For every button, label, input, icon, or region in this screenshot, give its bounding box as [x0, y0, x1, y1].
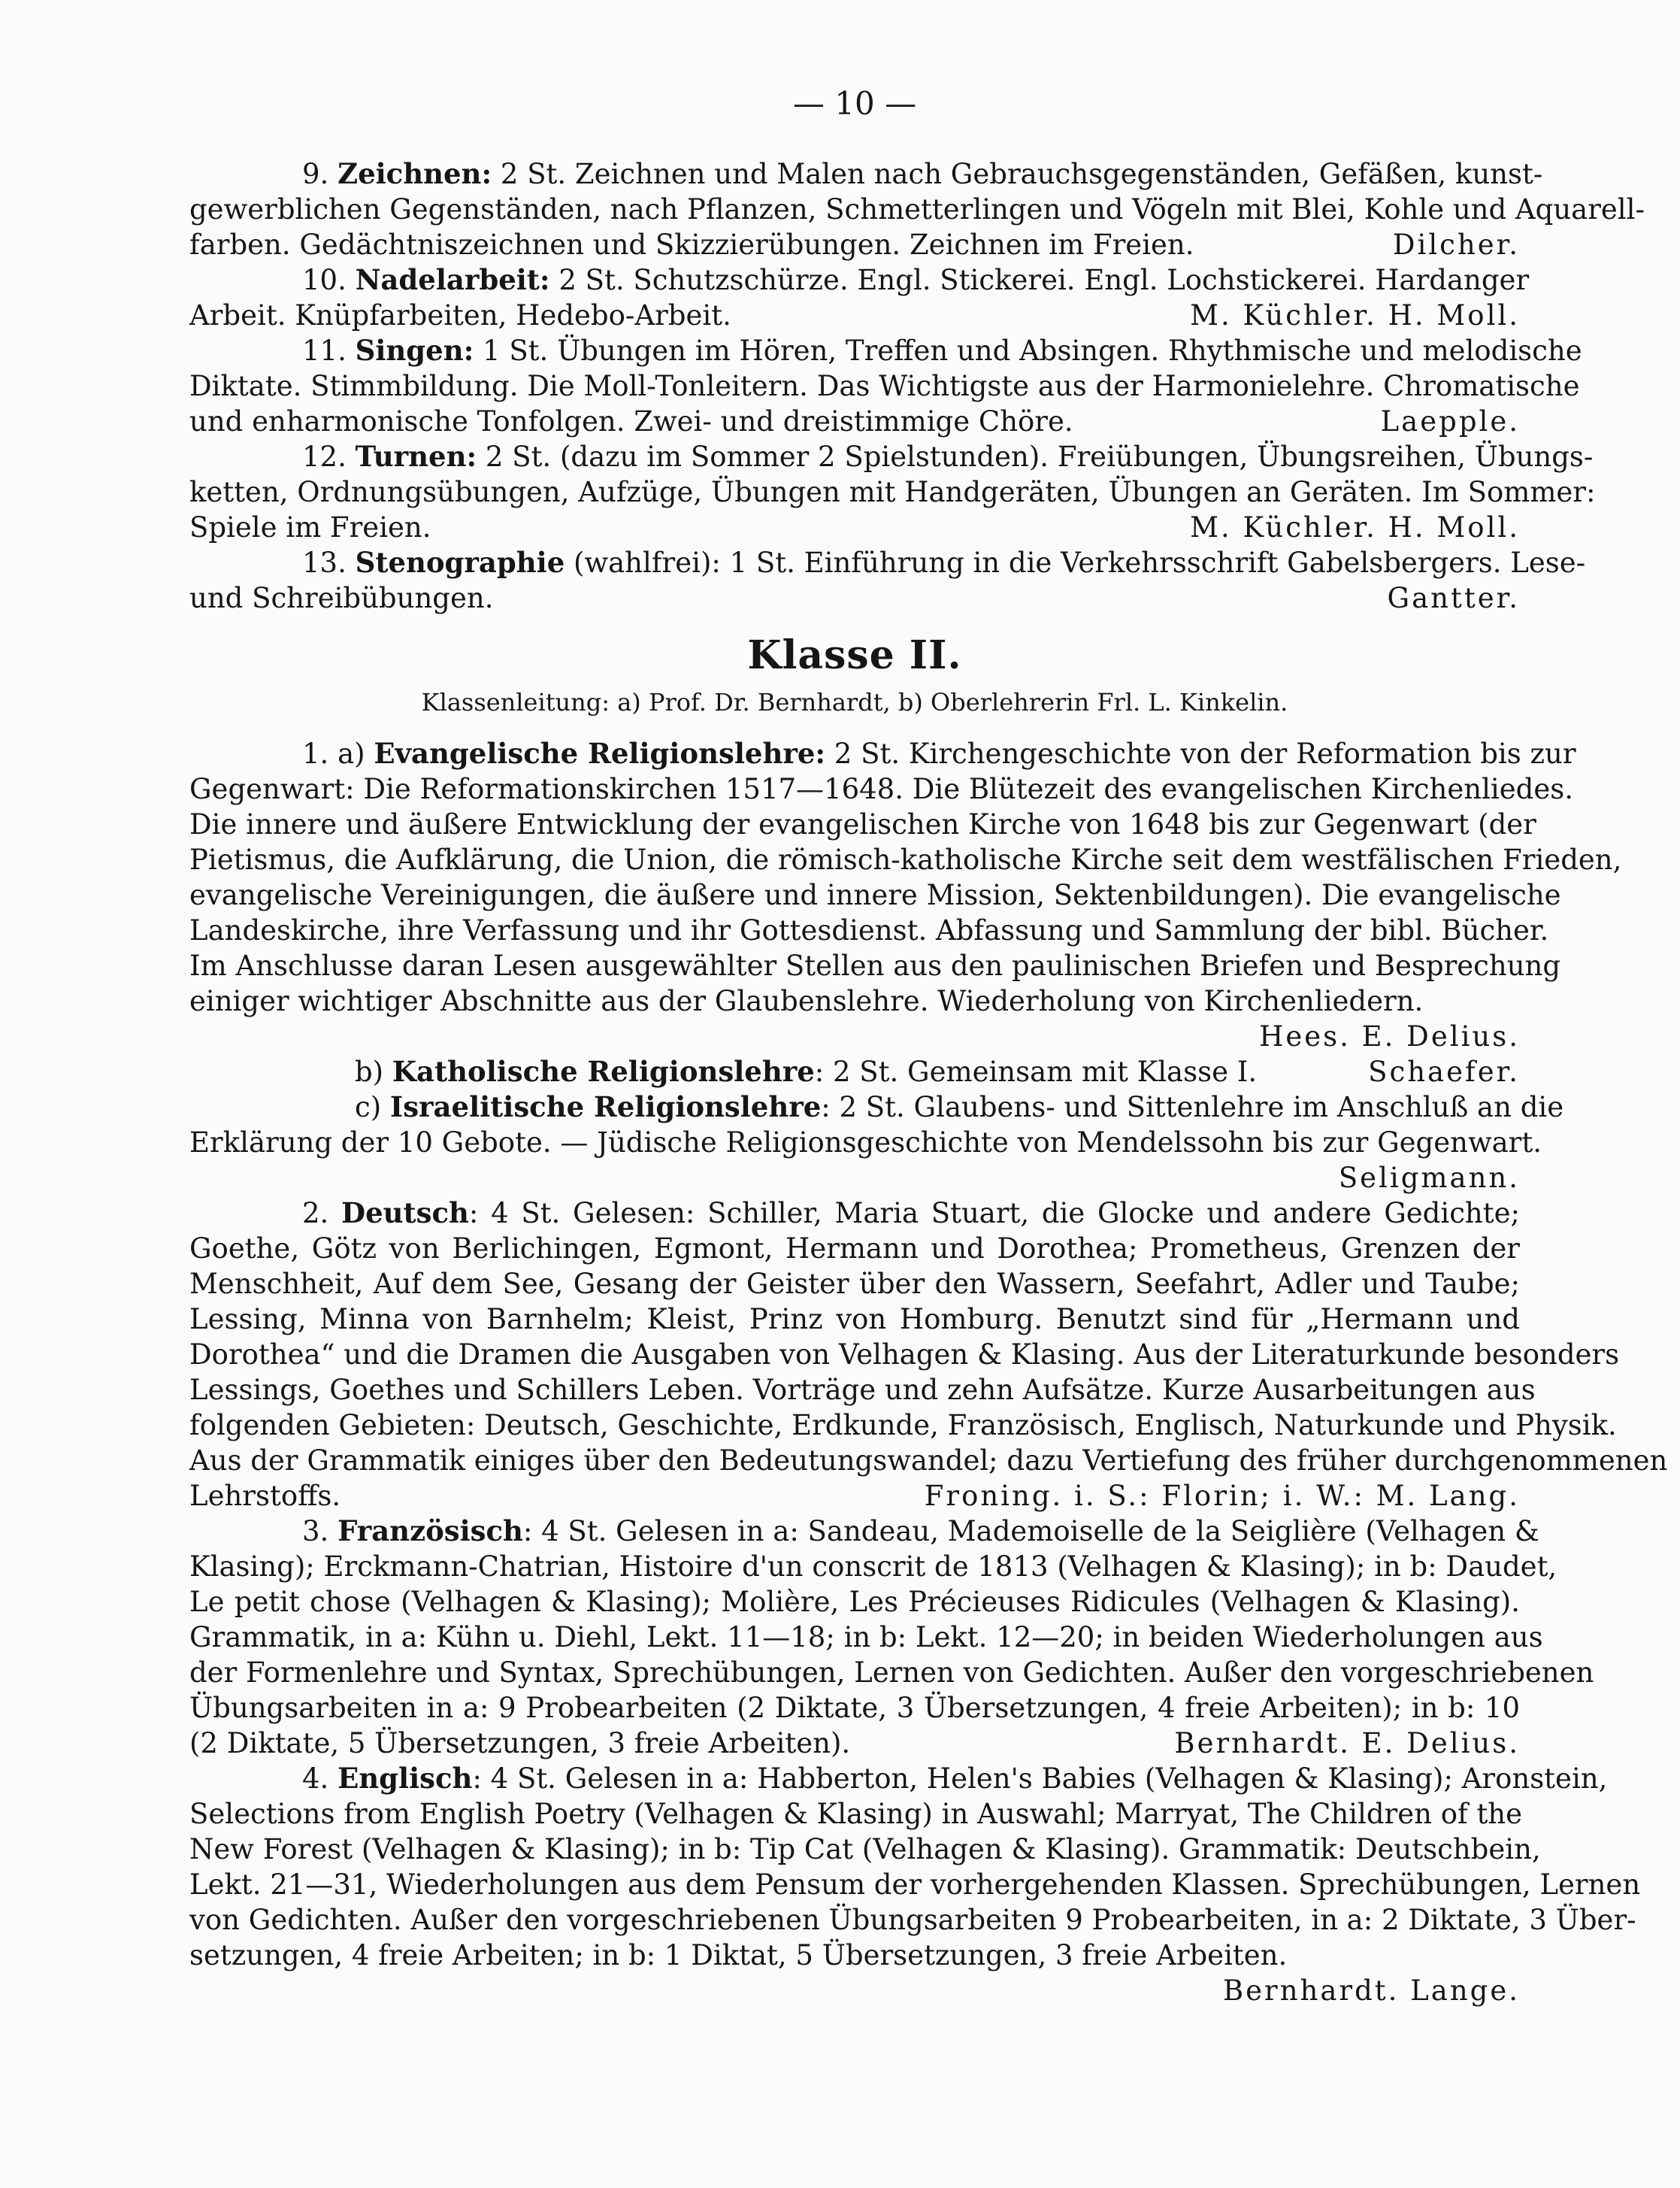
entry-franzoesisch — [189, 1514, 1594, 1761]
klassenleitung-line: Klassenleitung: a) Prof. Dr. Bernhardt, b) Oberlehrerin Frl. L. Kinkelin. — [421, 688, 1288, 717]
line-text — [189, 950, 1560, 982]
line-text — [189, 227, 1194, 262]
text-run: folgenden Gebieten: Deutsch, Geschichte, Erdkunde, Französisch, Englisch, Naturkunde und Physik. — [189, 1409, 1617, 1441]
text-line — [189, 1796, 1523, 1832]
teacher-signature: M. Küchler. H. Moll. — [1190, 299, 1520, 332]
line-text — [189, 298, 731, 333]
line-text — [189, 1692, 1520, 1724]
text-run: Spiele im Freien. — [189, 511, 431, 544]
line-text — [302, 1762, 1607, 1795]
text-run: New Forest (Velhagen & Klasing); in b: Tip Cat (Velhagen & Klasing). Grammatik: Deutschbein, — [189, 1833, 1541, 1865]
text-line — [189, 545, 1586, 580]
text-run: einiger wichtiger Abschnitte aus der Glaubenslehre. Wiederholung von Kirchenliedern. — [189, 985, 1424, 1017]
entry-evangelische-religionslehre — [189, 736, 1622, 1054]
line-text — [355, 1054, 1257, 1089]
line-text — [355, 1091, 1563, 1123]
text-run: (wahlfrei): 1 St. Einführung in die Verkehrsschrift Gabelsbergers. Lese- — [565, 547, 1586, 579]
text-line — [189, 1690, 1520, 1726]
line-text — [189, 1798, 1522, 1830]
line-text — [189, 1939, 1287, 1971]
entry-englisch — [189, 1761, 1641, 2008]
line-text — [189, 1904, 1636, 1936]
text-run: Lehrstoffs. — [189, 1480, 341, 1512]
text-run: 2 St. Schutzschürze. Engl. Stickerei. Engl. Lochstickerei. Hardanger — [549, 264, 1530, 296]
text-line — [189, 262, 1530, 298]
text-run: 13. — [302, 547, 356, 579]
text-line — [189, 771, 1573, 807]
text-line — [189, 736, 1576, 771]
text-line — [189, 192, 1645, 227]
text-line — [189, 842, 1622, 877]
text-line — [189, 1337, 1620, 1372]
line-text — [302, 441, 1593, 473]
line-text — [189, 510, 431, 545]
text-line — [189, 227, 1520, 262]
text-run: Arbeit. Knüpfarbeiten, Hedebo-Arbeit. — [189, 299, 731, 332]
section-klasse-ii — [189, 736, 1668, 2008]
text-line — [189, 1761, 1608, 1796]
line-text — [302, 738, 1576, 770]
line-text — [302, 1197, 1520, 1229]
text-run: Lessing, Minna von Barnhelm; Kleist, Prinz von Homburg. Benutzt sind für „Hermann und — [189, 1303, 1520, 1335]
text-line — [189, 1726, 1520, 1761]
text-line — [189, 983, 1520, 1019]
text-run: : 2 St. Gemeinsam mit Klasse I. — [814, 1056, 1258, 1088]
teacher-signature: Dilcher. — [1392, 229, 1520, 261]
text-run: Im Anschlusse daran Lesen ausgewählter Stellen aus den paulinischen Briefen und Besprechung — [189, 950, 1561, 982]
entry-singen — [189, 333, 1582, 439]
text-line — [189, 1620, 1543, 1655]
text-run: 1. a) — [302, 738, 374, 770]
line-text — [302, 547, 1585, 579]
entry-katholische-religionslehre — [189, 1054, 1520, 1089]
text-run: 1 St. Übungen im Hören, Treffen und Absingen. Rhythmische und melodische — [474, 335, 1582, 367]
subject-heading: Französisch — [338, 1514, 523, 1547]
line-text — [189, 1868, 1640, 1901]
text-run: und enharmonische Tonfolgen. Zwei- und dreistimmige Chöre. — [189, 405, 1073, 438]
text-run: Gegenwart: Die Reformationskirchen 1517—1648. Die Blütezeit des evangelischen Kirchenliedes. — [189, 773, 1573, 805]
text-line — [189, 1266, 1520, 1302]
text-run: 2 St. (dazu im Sommer 2 Spielstunden). Freiübungen, Übungsreihen, Übungs- — [477, 441, 1594, 473]
text-run: Übungsarbeiten in a: 9 Probearbeiten (2 Diktate, 3 Übersetzungen, 4 freie Arbeiten); in b: 10 — [189, 1692, 1520, 1724]
entry-turnen — [189, 439, 1596, 545]
line-text — [189, 879, 1561, 911]
text-line — [189, 1514, 1539, 1549]
text-line — [189, 1549, 1557, 1584]
text-run: ketten, Ordnungsübungen, Aufzüge, Übungen mit Handgeräten, Übungen an Geräten. Im Sommer: — [189, 476, 1596, 508]
subject-heading: Katholische Religionslehre — [392, 1055, 815, 1088]
subject-heading: Singen: — [355, 334, 474, 367]
line-text — [189, 1550, 1557, 1583]
text-line — [189, 1196, 1520, 1231]
teacher-signature: M. Küchler. H. Moll. — [1190, 511, 1520, 544]
teacher-signature: Hees. E. Delius. — [1259, 1020, 1520, 1053]
line-text — [189, 1374, 1536, 1406]
text-run: 2 St. Zeichnen und Malen nach Gebrauchsgegenständen, Gefäßen, kunst- — [492, 158, 1543, 190]
text-run: Menschheit, Auf dem See, Gesang der Geister über den Wassern, Seefahrt, Adler und Taube; — [189, 1268, 1520, 1300]
line-text — [302, 264, 1529, 296]
text-run: Lekt. 21—31, Wiederholungen aus dem Pensum der vorhergehenden Klassen. Sprechübungen, Lernen — [189, 1868, 1641, 1901]
text-run: Aus der Grammatik einiges über den Bedeutungswandel; dazu Vertiefung des früher durchgenommenen — [189, 1444, 1668, 1477]
teacher-signature: Gantter. — [1387, 582, 1520, 614]
line-text — [189, 404, 1073, 439]
text-line — [189, 1867, 1641, 1902]
text-line — [189, 156, 1543, 192]
text-run: Dorothea“ und die Dramen die Ausgaben von Velhagen & Klasing. Aus der Literaturkunde besonders — [189, 1338, 1620, 1371]
text-line — [189, 1372, 1536, 1408]
entry-nadelarbeit — [189, 262, 1530, 333]
line-text — [189, 1268, 1520, 1300]
line-text — [189, 1232, 1520, 1265]
line-text — [189, 476, 1595, 508]
text-line — [189, 1938, 1520, 1973]
text-run: 10. — [302, 264, 356, 296]
text-line — [189, 404, 1520, 439]
text-line — [189, 877, 1561, 913]
text-run: Lessings, Goethes und Schillers Leben. Vorträge und zehn Aufsätze. Kurze Ausarbeitungen aus — [189, 1374, 1536, 1406]
line-text — [189, 193, 1645, 226]
text-line — [189, 1478, 1520, 1514]
subject-heading: Stenographie — [355, 546, 565, 579]
line-text — [189, 580, 493, 616]
text-line — [189, 807, 1536, 842]
line-text — [302, 158, 1542, 190]
text-run: Goethe, Götz von Berlichingen, Egmont, Hermann und Dorothea; Prometheus, Grenzen der — [189, 1232, 1520, 1265]
teacher-signature: Schaefer. — [1368, 1056, 1520, 1088]
text-line — [189, 510, 1520, 545]
text-line — [189, 1408, 1617, 1443]
text-line — [189, 948, 1561, 983]
subject-heading: Zeichnen: — [338, 157, 492, 190]
text-run: : 4 St. Gelesen in a: Habberton, Helen's Babies (Velhagen & Klasing); Aronstein, — [472, 1762, 1608, 1795]
text-line — [189, 1054, 1520, 1089]
text-line — [189, 333, 1582, 368]
text-line — [189, 439, 1594, 474]
text-run: und Schreibübungen. — [189, 582, 494, 614]
text-run: Selections from English Poetry (Velhagen & Klasing) in Auswahl; Marryat, The Children of the — [189, 1798, 1523, 1830]
text-line — [189, 1832, 1541, 1867]
document-page — [189, 81, 1668, 2008]
line-text — [189, 1478, 341, 1514]
line-text — [189, 773, 1573, 805]
line-text — [189, 844, 1621, 876]
text-line — [189, 1302, 1520, 1337]
text-run: gewerblichen Gegenständen, nach Pflanzen, Schmetterlingen und Vögeln mit Blei, Kohle und Aquarell- — [189, 193, 1645, 226]
teacher-signature: Bernhardt. E. Delius. — [1174, 1727, 1520, 1759]
subject-heading: Deutsch — [341, 1196, 469, 1229]
text-line — [189, 368, 1580, 404]
entry-deutsch — [189, 1196, 1668, 1514]
page-number: — 10 — — [792, 85, 917, 122]
line-text — [302, 1515, 1539, 1547]
text-run: (2 Diktate, 5 Übersetzungen, 3 freie Arbeiten). — [189, 1727, 851, 1759]
text-line — [189, 1902, 1636, 1938]
text-run: Klasing); Erckmann-Chatrian, Histoire d'un conscrit de 1813 (Velhagen & Klasing); in b: Daudet, — [189, 1550, 1557, 1583]
line-text — [189, 1726, 850, 1761]
text-line — [189, 1125, 1542, 1160]
text-run: Le petit chose (Velhagen & Klasing); Molière, Les Précieuses Ridicules (Velhagen & Klasing). — [189, 1586, 1520, 1618]
text-line — [189, 580, 1520, 616]
text-line — [189, 1089, 1564, 1125]
line-text — [189, 1656, 1594, 1689]
text-line — [189, 913, 1549, 948]
line-text — [189, 1621, 1543, 1653]
line-text — [189, 370, 1580, 402]
text-run: : 4 St. Gelesen: Schiller, Maria Stuart, die Glocke und andere Gedichte; — [468, 1197, 1520, 1229]
line-text — [189, 1833, 1541, 1865]
text-line — [189, 298, 1520, 333]
line-text — [189, 1303, 1520, 1335]
section-klasse-i-continued — [189, 156, 1645, 616]
text-line — [189, 1584, 1520, 1620]
subject-heading: Nadelarbeit: — [355, 263, 550, 296]
text-run: evangelische Vereinigungen, die äußere und innere Mission, Sektenbildungen). Die evangelische — [189, 879, 1561, 911]
subject-heading: Evangelische Religionslehre: — [374, 737, 826, 770]
line-text — [189, 1444, 1667, 1477]
teacher-signature: Froning. i. S.: Florin; i. W.: M. Lang. — [924, 1480, 1520, 1512]
entry-israelitische-religionslehre — [189, 1089, 1564, 1196]
line-text — [189, 914, 1548, 947]
teacher-signature: Laepple. — [1380, 405, 1520, 438]
text-run: c) — [355, 1091, 390, 1123]
text-run: 2 St. Kirchengeschichte von der Reformation bis zur — [825, 738, 1576, 770]
line-text — [189, 808, 1536, 841]
entry-zeichnen — [189, 156, 1645, 262]
line-text — [189, 985, 1423, 1017]
entry-stenographie — [189, 545, 1586, 616]
text-line — [189, 1655, 1594, 1690]
line-text — [189, 1126, 1542, 1159]
text-run: Erklärung der 10 Gebote. — Jüdische Religionsgeschichte von Mendelssohn bis zur Gegenwart. — [189, 1126, 1542, 1159]
text-run: setzungen, 4 freie Arbeiten; in b: 1 Diktat, 5 Übersetzungen, 3 freie Arbeiten. — [189, 1939, 1288, 1971]
text-run: 11. — [302, 335, 356, 367]
text-run: : 2 St. Glaubens- und Sittenlehre im Anschluß an die — [821, 1091, 1564, 1123]
text-line — [189, 1231, 1520, 1266]
text-run: von Gedichten. Außer den vorgeschriebenen Übungsarbeiten 9 Probearbeiten, in a: 2 Diktate, 3 Über- — [189, 1904, 1636, 1936]
text-run: Diktate. Stimmbildung. Die Moll-Tonleitern. Das Wichtigste aus der Harmonielehre. Chromatische — [189, 370, 1580, 402]
text-run: : 4 St. Gelesen in a: Sandeau, Mademoiselle de la Seiglière (Velhagen & — [522, 1515, 1539, 1547]
teacher-signature: Seligmann. — [1338, 1162, 1520, 1194]
text-run: der Formenlehre und Syntax, Sprechübungen, Lernen von Gedichten. Außer den vorgeschriebenen — [189, 1656, 1594, 1689]
text-run: Pietismus, die Aufklärung, die Union, die römisch-katholische Kirche seit dem westfälischen Frieden, — [189, 844, 1622, 876]
text-run: Die innere und äußere Entwicklung der evangelischen Kirche von 1648 bis zur Gegenwart (der — [189, 808, 1536, 841]
subject-heading: Turnen: — [355, 440, 477, 473]
subject-heading: Israelitische Religionslehre — [389, 1090, 822, 1123]
text-run: b) — [355, 1056, 392, 1088]
section-heading-klasse-ii: Klasse II. — [747, 632, 962, 678]
text-run: 12. — [302, 441, 356, 473]
text-line — [189, 1443, 1668, 1478]
text-run: 9. — [302, 158, 338, 190]
text-run: Grammatik, in a: Kühn u. Diehl, Lekt. 11—18; in b: Lekt. 12—20; in beiden Wiederholungen aus — [189, 1621, 1543, 1653]
text-line — [189, 474, 1596, 510]
text-run: Landeskirche, ihre Verfassung und ihr Gottesdienst. Abfassung und Sammlung der bibl. Bücher. — [189, 914, 1549, 947]
teacher-signature: Bernhardt. Lange. — [1222, 1974, 1520, 2007]
line-text — [189, 1586, 1520, 1618]
line-text — [189, 1409, 1617, 1441]
text-run: 3. — [302, 1515, 338, 1547]
subject-heading: Englisch — [338, 1762, 473, 1795]
line-text — [189, 1338, 1619, 1371]
text-run: 2. — [302, 1197, 342, 1229]
text-run: farben. Gedächtniszeichnen und Skizzierübungen. Zeichnen im Freien. — [189, 229, 1194, 261]
line-text — [302, 335, 1582, 367]
text-run: 4. — [302, 1762, 338, 1795]
